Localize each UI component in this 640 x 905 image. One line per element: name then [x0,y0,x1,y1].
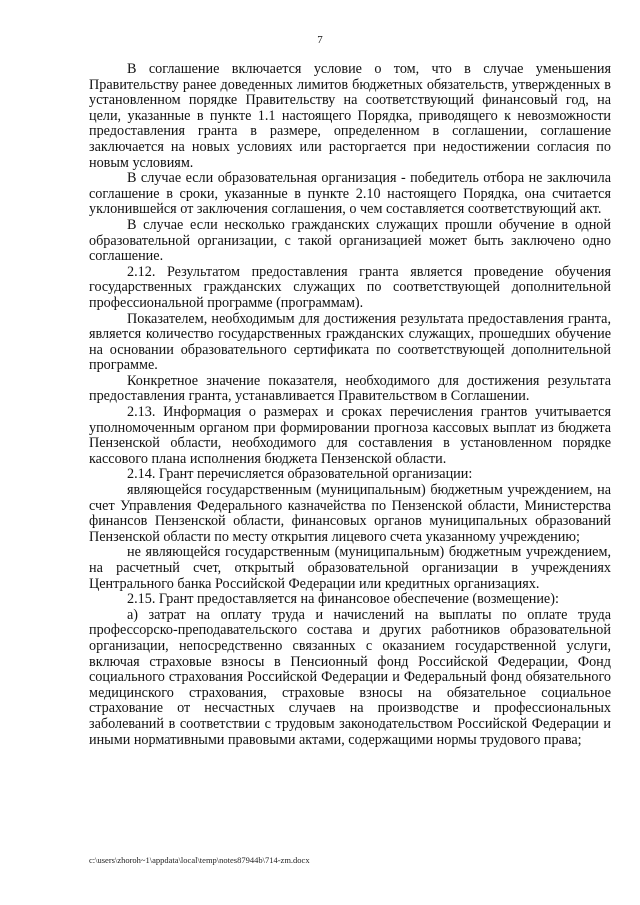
paragraph-single-agreement: В случае если несколько гражданских служащих прошли обучение в одной образовательной организации, с такой организацией может быть заключено одно соглашение. [89,216,611,265]
paragraph-2-14-transfer: 2.14. Грант перечисляется образовательной организации: [127,466,473,483]
paragraph-2-13-info: 2.13. Информация о размерах и сроках перечисления грантов учитывается уполномоченным органом при формировании прогноза кассовых выплат из бюджета Пензенской области, необходимого для составления в установленном порядке кассового плана исполнения бюджета Пензенской области. [89,404,611,467]
paragraph-indicator-value: Конкретное значение показателя, необходимого для достижения результата предоставления гранта, устанавливается Правительством в Соглашении. [89,372,611,405]
paragraph-winner-not-signed: В случае если образовательная организация - победитель отбора не заключила соглашение в сроки, указанные в пункте 2.10 настоящего Порядка, она считается уклонившейся от заключения соглашения, о чем составляется соответствующий акт. [89,170,611,218]
paragraph-non-budget-institution: не являющейся государственным (муниципальным) бюджетным учреждением, на расчетный счет, открытый образовательной организации в учреждениях Центрального банка Российской Федерации или кредитных организациях. [89,544,611,592]
paragraph-budget-institution: являющейся государственным (муниципальным) бюджетным учреждением, на счет Управления Федерального казначейства по Пензенской области, Министерства финансов Пензенской области, финансовых органов муниципальных образований Пензенской области по месту открытия лицевого счета указанному учреждению; [89,482,611,545]
paragraph-item-a-costs: а) затрат на оплату труда и начислений на выплаты по оплате труда профессорско-преподавательского состава и других работников образовательной организации, непосредственно связанных с оказанием государственной услуги, включая страховые взносы в Пенсионный фонд Российской Федерации, Фонд социального страхования Российской Федерации и Федеральный фонд обязательного медицинского страхования, страховые взносы на обязательное социальное страхование от несчастных случаев на производстве и профессиональных заболеваний в соответствии с трудовым законодательством Российской Федерации и иными нормативными правовыми актами, содержащими нормы трудового права; [89,606,611,748]
paragraph-2-12-result: 2.12. Результатом предоставления гранта является проведение обучения государственных гражданских служащих по соответствующей дополнительной профессиональной программе (программам). [89,263,611,311]
paragraph-agreement-condition: В соглашение включается условие о том, что в случае уменьшения Правительству ранее доведенных лимитов бюджетных обязательств, утвержденных в установленном порядке Правительству на соответствующий финансовый год, на цели, указанные в пункте 1.1 настоящего Порядка, приводящего к невозможности предоставления гранта в размере, определенном в соглашении, соглашение заключается на новых условиях или расторгается при недостижении согласия по новым условиям. [89,61,611,171]
page-number: 7 [317,34,323,46]
paragraph-2-15-purpose: 2.15. Грант предоставляется на финансовое обеспечение (возмещение): [127,591,559,608]
footer-file-path: c:\users\zhoroh~1\appdata\local\temp\notes87944b\714-zm.docx [89,855,310,865]
document-body [89,62,611,748]
paragraph-indicator: Показателем, необходимым для достижения результата предоставления гранта, является количество государственных гражданских служащих, прошедших обучение на основании образовательного сертификата по соответствующей дополнительной программе. [89,310,611,374]
